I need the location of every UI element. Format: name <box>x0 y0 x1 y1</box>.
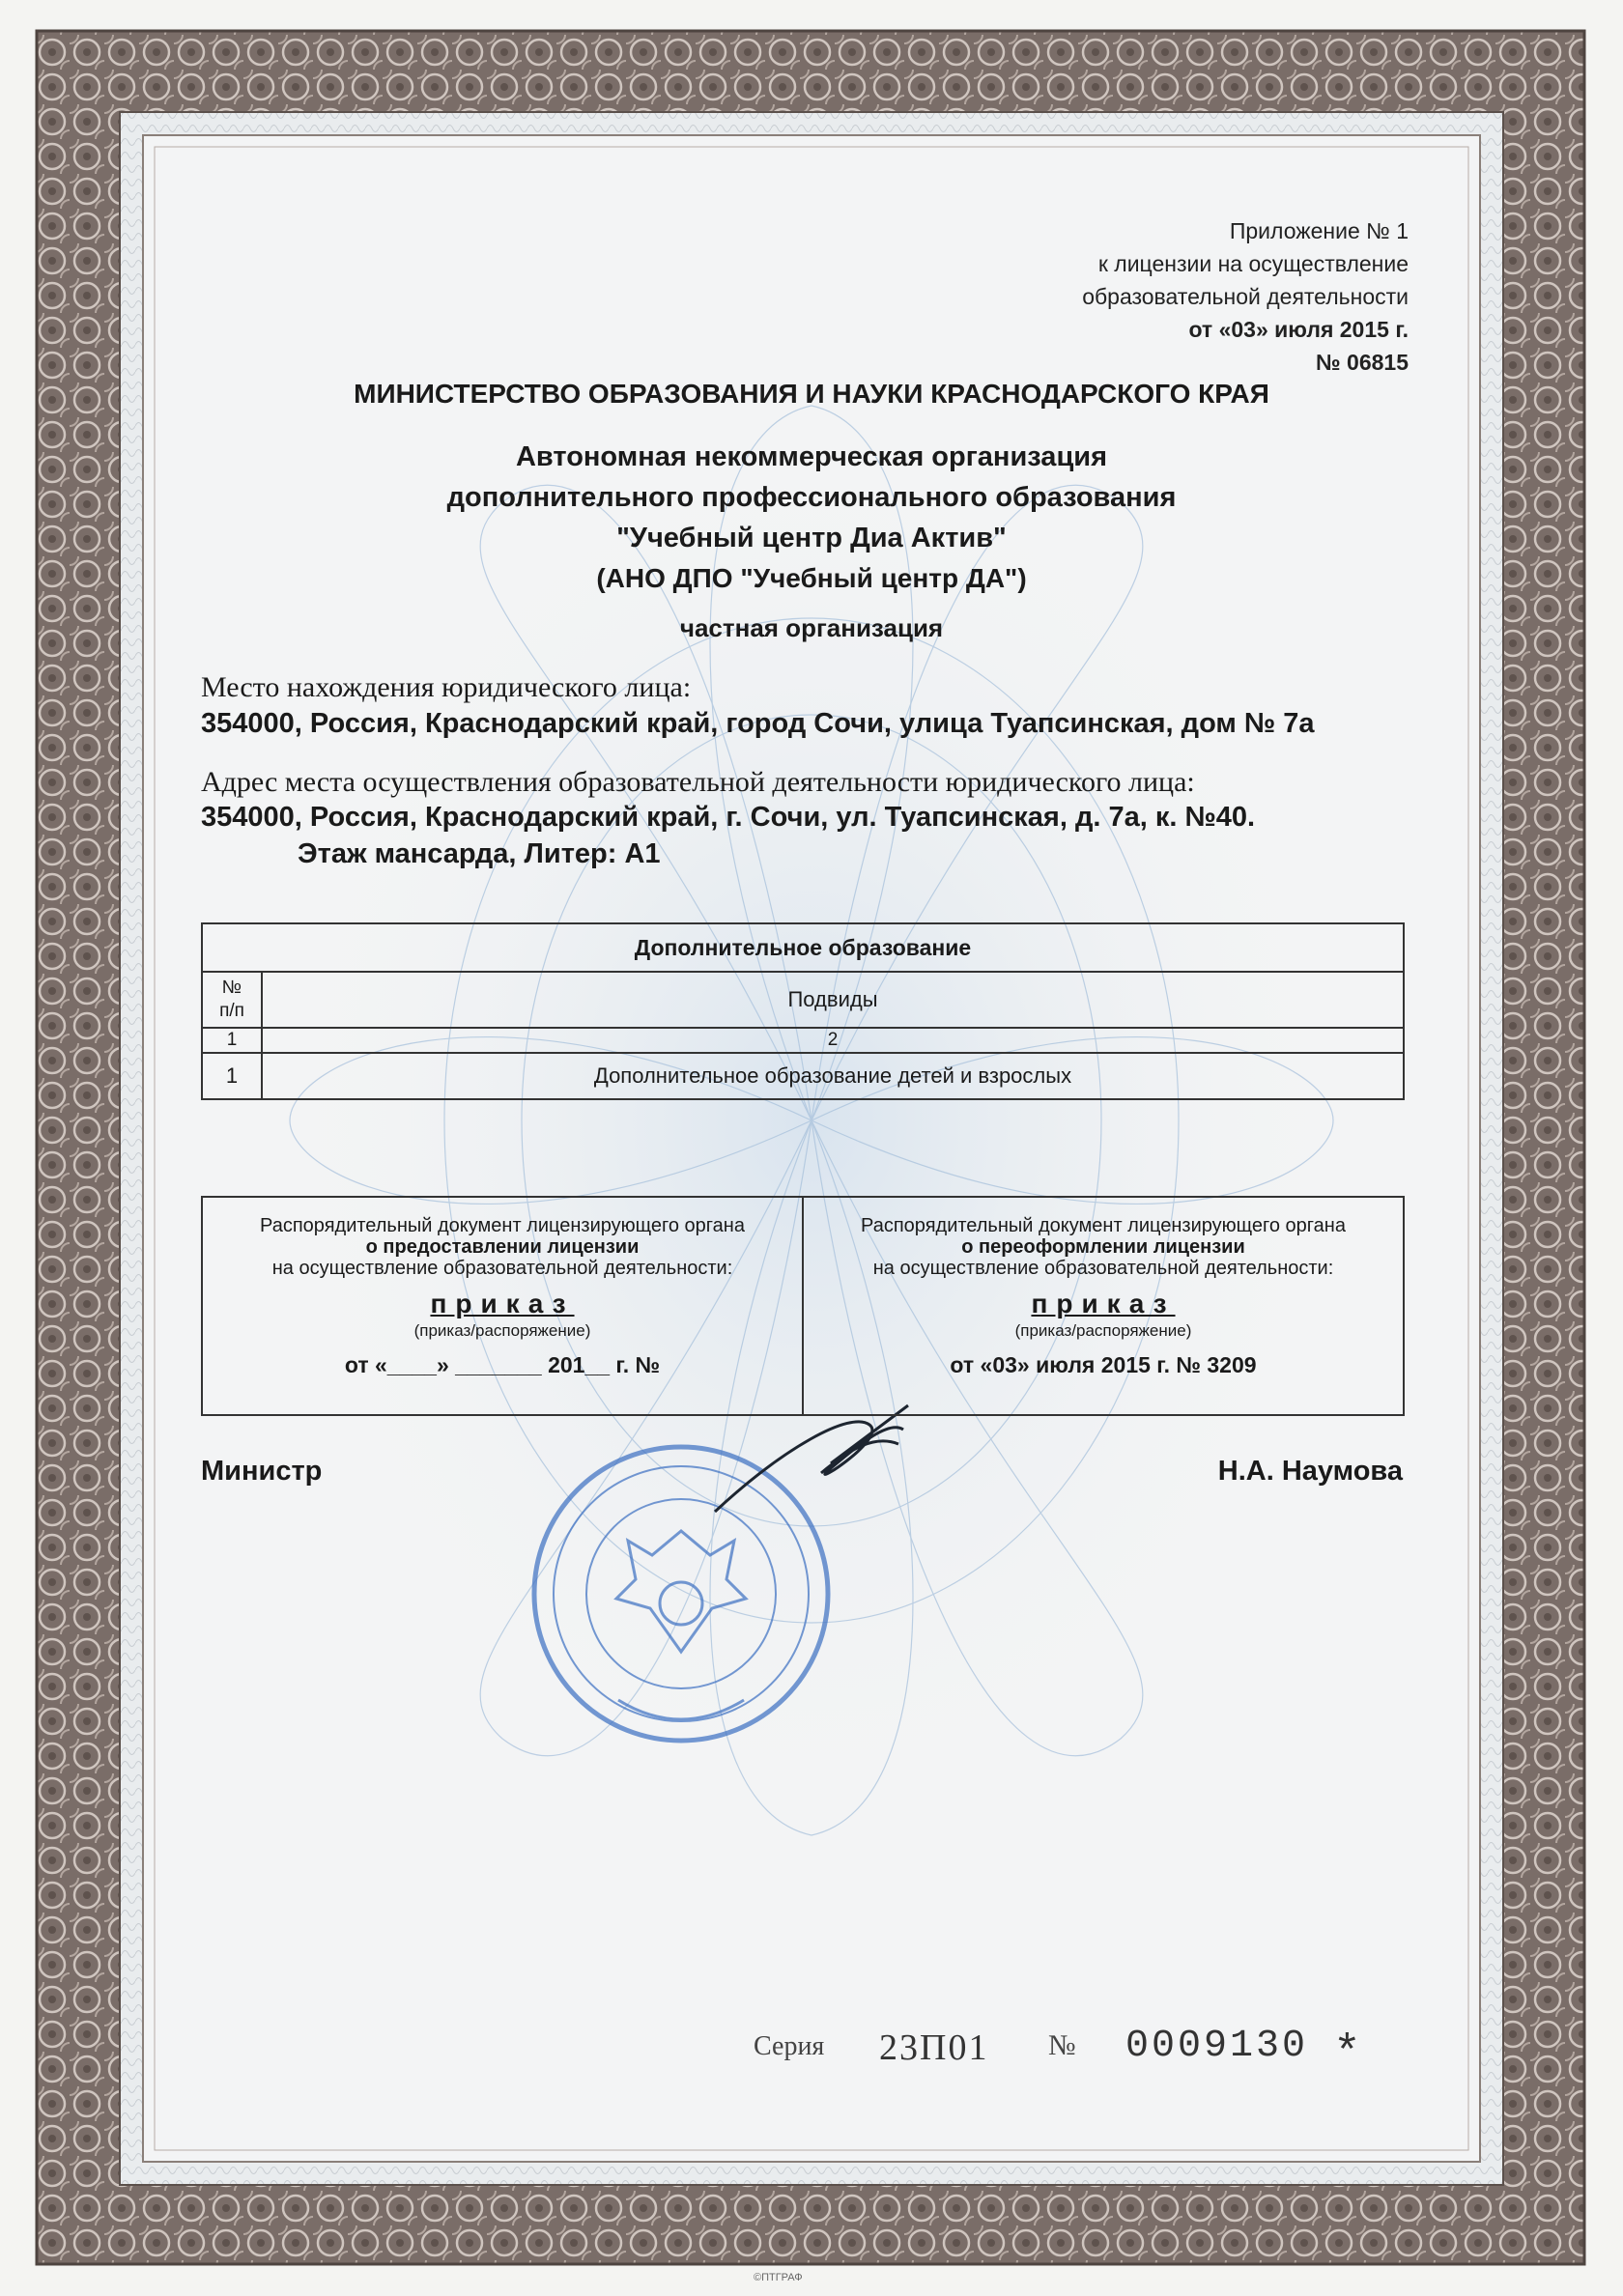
appendix-number: № 06815 <box>1316 350 1409 375</box>
ministry-title: МИНИСТЕРСТВО ОБРАЗОВАНИЯ И НАУКИ КРАСНОДАРСКОГО КРАЯ <box>354 379 1269 409</box>
activity-address-line: 354000, Россия, Краснодарский край, г. Сочи, ул. Туапсинская, д. 7а, к. №40. <box>201 802 1256 833</box>
order-line: на осуществление образовательной деятельности: <box>271 1258 733 1279</box>
appendix-block <box>966 214 1409 379</box>
organization-name <box>174 437 1449 558</box>
signatory-name: Н.А. Наумова <box>1217 1456 1403 1487</box>
series-value: 23П01 <box>879 2027 989 2068</box>
order-date: от «____» _______ 201__ г. № <box>344 1352 661 1377</box>
organization-short-name: (АНО ДПО "Учебный центр ДА") <box>596 563 1027 593</box>
order-line: о переоформлении лицензии <box>961 1236 1245 1258</box>
order-line: на осуществление образовательной деятельности: <box>872 1258 1334 1279</box>
appendix-date: от «03» июля 2015 г. <box>1188 317 1409 342</box>
col-subtype-header: Подвиды <box>262 972 1404 1028</box>
blank-number: 0009130 <box>1125 2025 1309 2068</box>
organization-line: "Учебный центр Диа Актив" <box>616 523 1007 553</box>
order-grant <box>202 1197 803 1415</box>
order-doc-hint: (приказ/распоряжение) <box>413 1321 591 1340</box>
location-label: Место нахождения юридического лица: <box>201 671 692 703</box>
col-num-header <box>202 972 262 1028</box>
row-subtype: Дополнительное образование детей и взрослых <box>262 1053 1404 1099</box>
order-line: Распорядительный документ лицензирующего органа <box>260 1215 745 1236</box>
location-value: 354000, Россия, Краснодарский край, город Сочи, улица Туапсинская, дом № 7а <box>201 708 1315 739</box>
organization-kind: частная организация <box>679 613 944 642</box>
education-table-title: Дополнительное образование <box>202 923 1404 972</box>
order-doc-type: приказ <box>430 1289 575 1318</box>
organization-line: Автономная некоммерческая организация <box>515 441 1108 472</box>
row-number: 1 <box>202 1053 262 1099</box>
printer-mark: ©ПТГРАФ <box>754 2272 803 2283</box>
order-reissue <box>803 1197 1404 1415</box>
order-line: о предоставлении лицензии <box>365 1236 640 1258</box>
order-doc-type: приказ <box>1031 1289 1176 1318</box>
activity-address-line: Этаж мансарда, Литер: А1 <box>298 838 661 869</box>
asterisk-mark: * <box>1338 2024 1356 2075</box>
organization-line: дополнительного профессионального образования <box>446 482 1177 513</box>
col-num-header-line: № <box>221 978 242 998</box>
appendix-line: к лицензии на осуществление <box>1097 251 1409 276</box>
order-line: Распорядительный документ лицензирующего органа <box>861 1215 1346 1236</box>
col-index: 2 <box>262 1028 1404 1053</box>
orders-table <box>201 1196 1405 1416</box>
order-doc-hint: (приказ/распоряжение) <box>1014 1321 1192 1340</box>
education-table <box>201 922 1405 1100</box>
number-sign: № <box>1048 2029 1076 2061</box>
appendix-line: образовательной деятельности <box>1082 284 1409 309</box>
col-num-header-line: п/п <box>219 1001 244 1021</box>
order-date: от «03» июля 2015 г. № 3209 <box>950 1352 1257 1377</box>
col-index: 1 <box>202 1028 262 1053</box>
appendix-line: Приложение № 1 <box>1229 218 1409 243</box>
table-row <box>202 1053 1404 1099</box>
signatory-position: Министр <box>201 1456 323 1487</box>
series-label: Серия <box>754 2031 825 2061</box>
activity-address-label: Адрес места осуществления образовательной деятельности юридического лица: <box>201 766 1195 798</box>
